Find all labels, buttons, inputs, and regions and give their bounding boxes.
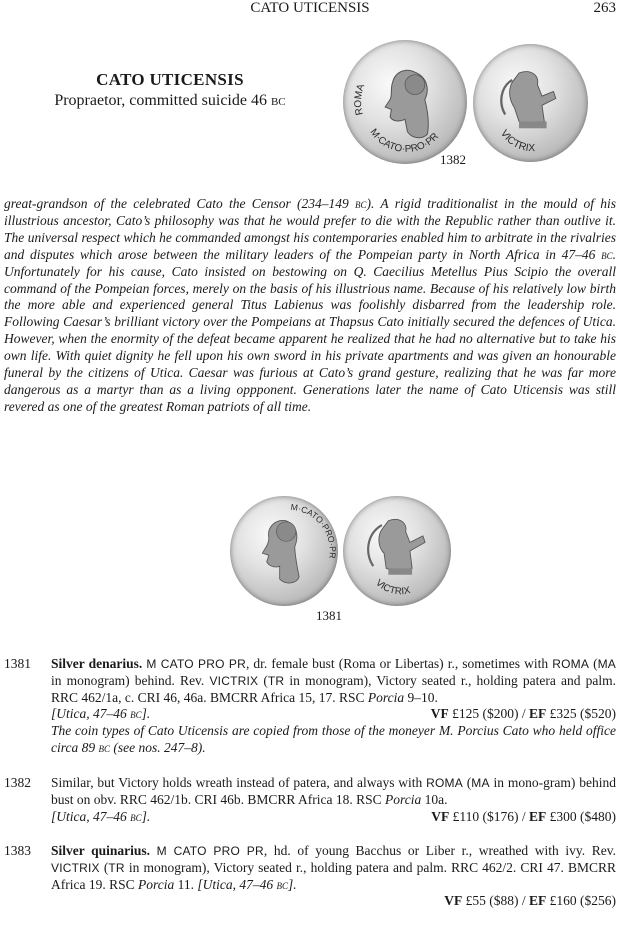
catalog-entry-1383: [0, 843, 620, 910]
entry-text: 10a.: [421, 791, 448, 807]
mint-text: ].: [288, 876, 297, 892]
ruler-heading: [0, 70, 340, 110]
price-value: £110 ($176) /: [449, 808, 529, 824]
price-valuation: [431, 809, 616, 826]
biography-paragraph: [4, 196, 616, 416]
mint-text: [Utica, 47–46: [51, 706, 131, 722]
entry-text: in monogram), Victory seated r., holding patera and palm. RRC 462/2. CRI 47. BMCRR Africa 19. RSC: [51, 859, 616, 892]
entry-mint-price-line: [51, 706, 616, 723]
mint-text: [Utica, 47–46: [51, 808, 131, 824]
ruler-subtitle-text: Propraetor, committed suicide 46: [54, 92, 267, 109]
price-value: £300 ($480): [546, 808, 616, 824]
era-marker: bc: [270, 92, 286, 109]
entry-body: [51, 656, 616, 757]
entry-mint-price-line: [51, 809, 616, 826]
figure-caption-1381: 1381: [316, 608, 342, 623]
note-text: The coin types of Cato Uticensis are copied from those of the moneyer M. Porcius Cato who held office circa 89: [51, 723, 616, 755]
coin-legend: M CATO PRO PR: [146, 657, 246, 671]
price-value: £325 ($520): [546, 706, 616, 722]
entry-text: (: [589, 656, 598, 671]
bio-text: great-grandson of the celebrated Cato the Censor (234–149: [4, 196, 356, 211]
mint-text: ].: [141, 706, 151, 722]
mint-info: [51, 706, 150, 723]
reference-name: Porcia: [138, 876, 175, 892]
note-text: (see nos. 247–8).: [110, 739, 206, 755]
entry-number: 1381: [4, 656, 31, 671]
catalog-entry-1382: [0, 775, 620, 825]
denomination: Silver quinarius.: [51, 843, 151, 858]
grade-vf: VF: [431, 808, 450, 824]
mint-text: [Utica, 47–46: [197, 876, 277, 892]
entry-number: 1382: [4, 775, 31, 790]
page-number: 263: [593, 0, 616, 16]
coin-1382-obverse-image: [343, 40, 467, 164]
era-marker: bc: [130, 706, 142, 722]
price-valuation: [51, 893, 616, 910]
entry-note: [51, 723, 616, 755]
entry-text: in monogram), Victory seated r., holding patera and palm. RRC 462/1a, c. CRI 46, 46a. BMCRR Africa 15, 17. RSC: [51, 672, 617, 705]
coin-legend: TR: [108, 860, 125, 875]
coin-legend-victrix: VICTRIX: [373, 577, 412, 598]
entry-text: (: [258, 672, 268, 688]
entry-text: 11.: [174, 876, 198, 892]
reference-name: Porcia: [367, 689, 405, 705]
coin-1381-reverse-image: [343, 496, 451, 606]
coin-legend: TR: [267, 673, 285, 688]
entry-text: 9–10.: [404, 689, 438, 705]
coin-legend-cato: M·CATO·PRO·PR: [290, 501, 338, 560]
grade-ef: EF: [528, 808, 547, 824]
coin-legend: M CATO PRO PR: [156, 844, 264, 858]
ruler-name: CATO UTICENSIS: [96, 70, 244, 89]
mint-info: [51, 809, 150, 826]
coin-1382-reverse-image: [473, 44, 588, 162]
entry-text: (: [99, 859, 109, 875]
grade-vf: VF: [444, 893, 463, 909]
running-head: [0, 0, 620, 20]
mint-info: [197, 877, 296, 892]
seated-victory-icon: [473, 44, 588, 162]
seated-victory-icon: [343, 496, 451, 606]
svg-text:ROMA: [353, 82, 367, 116]
entry-text: in monogram) behind. Rev.: [51, 672, 210, 688]
era-marker: bc: [130, 808, 142, 824]
mint-text: ].: [141, 808, 151, 824]
era-marker: bc: [355, 196, 367, 211]
entry-body: [51, 843, 616, 910]
coin-legend: MA: [471, 776, 490, 790]
coin-legend-victrix: VICTRIX: [497, 128, 536, 155]
era-marker: bc: [601, 246, 613, 262]
coin-legend: VICTRIX: [51, 860, 100, 875]
denomination: Silver denarius.: [51, 656, 143, 671]
female-bust-icon: [230, 496, 338, 606]
entry-body: [51, 775, 616, 825]
entry-text: in mono-gram) behind bust on obv. RRC 462/1b. CRI 46b. BMCRR Africa 18. RSC: [51, 775, 616, 807]
grade-vf: VF: [430, 706, 449, 722]
era-marker: bc: [98, 739, 111, 755]
running-title: CATO UTICENSIS: [250, 0, 370, 16]
svg-text:VICTRIX: [373, 577, 412, 597]
entry-number: 1383: [4, 843, 31, 858]
price-valuation: [431, 706, 616, 723]
grade-ef: EF: [528, 893, 547, 909]
price-value: £160 ($256): [546, 893, 616, 909]
entry-text: , hd. of young Bacchus or Liber r., wreathed with ivy. Rev.: [263, 843, 617, 858]
figure-caption-1382: 1382: [440, 152, 466, 167]
svg-text:M·CATO·PRO·PR: [290, 502, 338, 559]
coin-legend: MA: [597, 657, 617, 671]
coin-legend-cato: M·CATO·PRO·PR: [367, 126, 442, 156]
price-value: £55 ($88) /: [462, 893, 529, 909]
svg-text:M·CATO·PRO·PR: [368, 127, 441, 155]
entry-text: Similar, but Victory holds wreath instead of patera, and always with: [51, 775, 427, 790]
coin-legend: VICTRIX: [209, 673, 259, 688]
reference-name: Porcia: [385, 791, 422, 807]
era-marker: bc: [276, 876, 289, 892]
bio-text: . Unfortunately for his cause, Cato insisted on bestowing on Q. Caecilius Metellus Pius Scipio the overall command of the Pompeian forces, merely on the basis of his illustrious name. Because of his relatively low birth the more able and experienced general Titus Labienus was foolishly disbarred from the leadership role. Following Caesar’s brilliant victory over the Pompeians at Thapsus Cato initially secured the defences of Utica. However, when the enormity of the defeat became apparent he realized that he had no alternative but to take his own life. With quiet dignity he fell upon his own sword in his private apartments and was given an honourable funeral by the citizens of Utica. Caesar was furious at Cato’s grand gesture, realizing that he was far more dangerous as a martyr than as a living oppponent. Generations later the name of Cato Uticensis was still revered as one of the greatest Roman patriots of all time.: [4, 246, 616, 414]
catalog-entry-1381: [0, 656, 620, 757]
ruler-subtitle: [0, 92, 340, 110]
entry-text: (: [462, 775, 472, 790]
coin-legend-roma: ROMA: [352, 82, 368, 117]
entry-text: , dr. female bust (Roma or Libertas) r., sometimes with: [245, 656, 553, 671]
coin-legend: ROMA: [426, 776, 463, 790]
coin-legend: ROMA: [552, 657, 590, 671]
bio-text: ). A rigid traditionalist in the mould of his illustrious ancestor, Cato’s philosophy was that he would prefer to die with the Republic rather than outlive it. The universal respect which he commanded amongst his contemporaries enabled him to arbitrate in the rivalries and disputes which arose between the military leaders of the Pompeian party in North Africa in 47–46: [4, 196, 616, 262]
female-bust-icon: [343, 40, 467, 164]
coin-1381-obverse-image: [230, 496, 338, 606]
price-value: £125 ($200) /: [448, 706, 529, 722]
grade-ef: EF: [528, 706, 547, 722]
svg-text:VICTRIX: [498, 128, 535, 154]
